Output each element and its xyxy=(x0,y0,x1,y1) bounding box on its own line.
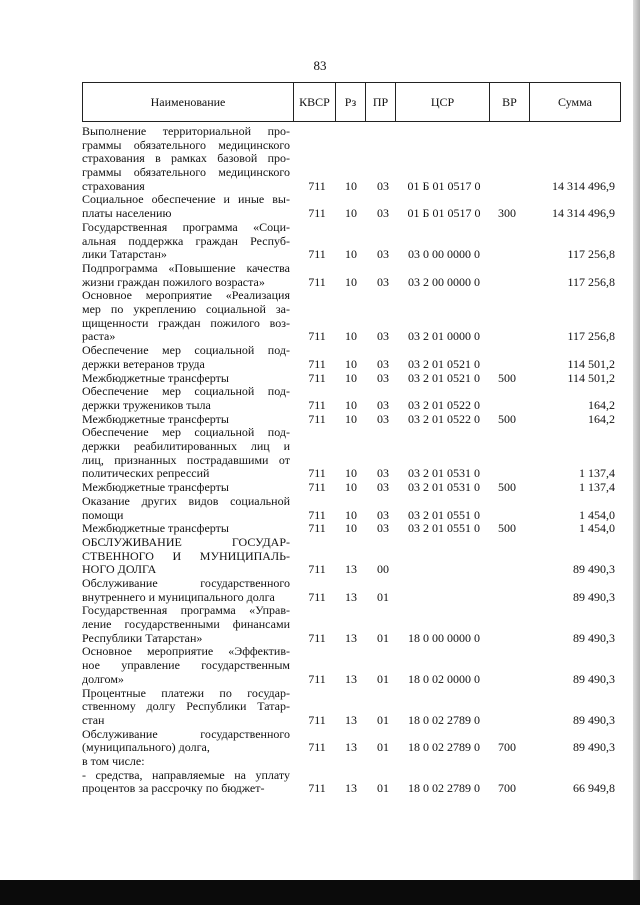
table-row xyxy=(82,344,621,371)
header-rz: Рз xyxy=(335,83,365,121)
row-name xyxy=(82,193,290,220)
row-name xyxy=(82,385,290,412)
row-kvsr: 711 xyxy=(308,562,326,577)
row-name xyxy=(82,262,290,289)
row-sum: 89 490,3 xyxy=(573,712,615,727)
row-kvsr: 711 xyxy=(308,712,326,727)
row-pr: 03 xyxy=(377,178,389,193)
table-row xyxy=(82,522,621,536)
row-pr: 03 xyxy=(377,521,389,536)
row-name-line: Выполнение территориальной про- xyxy=(82,123,290,138)
table-row xyxy=(82,426,621,481)
table-header xyxy=(82,82,621,122)
row-kvsr: 711 xyxy=(308,329,326,344)
header-kvsr: КВСР xyxy=(293,83,335,121)
row-rz: 13 xyxy=(345,671,357,686)
row-csr: 03 2 01 0531 0 xyxy=(408,480,480,495)
row-csr: 01 Б 01 0517 0 xyxy=(407,178,481,193)
row-kvsr: 711 xyxy=(308,781,326,796)
row-csr: 03 2 01 0521 0 xyxy=(408,356,480,371)
row-sum: 89 490,3 xyxy=(573,740,615,755)
row-rz: 13 xyxy=(345,712,357,727)
row-kvsr: 711 xyxy=(308,397,326,412)
scan-bottom-bar xyxy=(0,880,640,905)
table-row xyxy=(82,125,621,194)
row-vr: 500 xyxy=(498,411,516,426)
row-rz: 13 xyxy=(345,589,357,604)
row-name-line: процентов за рассрочку по бюджет- xyxy=(82,781,265,796)
row-name-line: держки ветеранов труда xyxy=(82,356,205,371)
row-pr: 03 xyxy=(377,274,389,289)
row-name-line: СТВЕННОГО И МУНИЦИПАЛЬ- xyxy=(82,548,290,563)
row-sum: 164,2 xyxy=(588,411,615,426)
row-pr: 03 xyxy=(377,370,389,385)
row-csr: 03 2 01 0551 0 xyxy=(408,507,480,522)
row-name xyxy=(82,289,290,344)
header-name: Наименование xyxy=(150,95,226,109)
row-pr: 03 xyxy=(377,411,389,426)
row-pr: 01 xyxy=(377,630,389,645)
table-row xyxy=(82,481,621,495)
row-vr: 500 xyxy=(498,370,516,385)
row-name-line: альная поддержка граждан Респуб- xyxy=(82,233,290,248)
row-kvsr: 711 xyxy=(308,589,326,604)
row-name-line: Обеспечение мер социальной под- xyxy=(82,384,290,399)
row-csr: 18 0 00 0000 0 xyxy=(408,630,480,645)
row-pr: 03 xyxy=(377,507,389,522)
row-name xyxy=(82,577,290,604)
row-sum: 89 490,3 xyxy=(573,562,615,577)
row-rz: 10 xyxy=(345,247,357,262)
row-sum: 89 490,3 xyxy=(573,671,615,686)
row-name-line: ление государственными финансами xyxy=(82,617,290,632)
row-csr: 18 0 02 0000 0 xyxy=(408,671,480,686)
row-name-line: граммы обязательного медицинского xyxy=(82,137,290,152)
table-row xyxy=(82,221,621,262)
row-kvsr: 711 xyxy=(308,370,326,385)
row-vr: 300 xyxy=(498,206,516,221)
row-name-line: Основное мероприятие «Эффектив- xyxy=(82,644,290,659)
header-sum: Сумма xyxy=(529,83,620,121)
row-csr: 03 2 01 0531 0 xyxy=(408,466,480,481)
row-name-line: Обслуживание государственного xyxy=(82,726,290,741)
row-name-line: лики Татарстан» xyxy=(82,247,167,262)
row-name xyxy=(82,536,290,577)
table-row xyxy=(82,728,621,755)
row-name xyxy=(82,221,290,262)
row-kvsr: 711 xyxy=(308,356,326,371)
row-vr: 700 xyxy=(498,781,516,796)
row-rz: 10 xyxy=(345,521,357,536)
row-rz: 10 xyxy=(345,397,357,412)
row-sum: 114 501,2 xyxy=(567,356,615,371)
row-sum: 1 454,0 xyxy=(579,521,615,536)
row-name-line: лиц, признанных пострадавшими от xyxy=(82,452,290,467)
row-csr: 03 0 00 0000 0 xyxy=(408,247,480,262)
row-kvsr: 711 xyxy=(308,740,326,755)
row-csr: 03 2 01 0551 0 xyxy=(408,521,480,536)
row-pr: 00 xyxy=(377,562,389,577)
table-row xyxy=(82,413,621,427)
row-name-line: держки тружеников тыла xyxy=(82,397,211,412)
row-sum: 1 137,4 xyxy=(579,480,615,495)
row-name-line: Обеспечение мер социальной под- xyxy=(82,343,290,358)
row-pr: 01 xyxy=(377,671,389,686)
table-row xyxy=(82,577,621,604)
row-sum: 1 137,4 xyxy=(579,466,615,481)
row-sum: 89 490,3 xyxy=(573,589,615,604)
row-kvsr: 711 xyxy=(308,178,326,193)
table-row xyxy=(82,289,621,344)
header-pr: ПР xyxy=(365,83,395,121)
row-name xyxy=(82,687,290,728)
row-rz: 10 xyxy=(345,411,357,426)
header-vr: ВР xyxy=(489,83,529,121)
row-kvsr: 711 xyxy=(308,206,326,221)
row-name xyxy=(82,481,290,495)
row-kvsr: 711 xyxy=(308,480,326,495)
row-name-line: Межбюджетные трансферты xyxy=(82,411,229,426)
row-sum: 114 501,2 xyxy=(567,370,615,385)
row-name-line: Республики Татарстан» xyxy=(82,630,203,645)
row-kvsr: 711 xyxy=(308,411,326,426)
row-kvsr: 711 xyxy=(308,630,326,645)
row-pr: 01 xyxy=(377,781,389,796)
row-name-line: НОГО ДОЛГА xyxy=(82,562,157,577)
row-csr: 18 0 02 2789 0 xyxy=(408,781,480,796)
row-rz: 10 xyxy=(345,370,357,385)
table-body xyxy=(82,125,621,796)
row-name xyxy=(82,645,290,686)
row-name-line: Оказание других видов социальной xyxy=(82,493,290,508)
row-name-line: ственному долгу Республики Татар- xyxy=(82,699,290,714)
row-name xyxy=(82,604,290,645)
row-rz: 10 xyxy=(345,356,357,371)
row-rz: 13 xyxy=(345,740,357,755)
row-name-line: щищенности граждан пожилого воз- xyxy=(82,315,290,330)
row-name xyxy=(82,426,290,481)
row-name-line: внутреннего и муниципального долга xyxy=(82,589,275,604)
row-pr: 03 xyxy=(377,466,389,481)
row-name-line: стан xyxy=(82,712,105,727)
row-name-line: Межбюджетные трансферты xyxy=(82,521,229,536)
row-pr: 03 xyxy=(377,329,389,344)
row-pr: 03 xyxy=(377,247,389,262)
row-name-line: ное управление государственным xyxy=(82,658,290,673)
row-name-line: Процентные платежи по государ- xyxy=(82,685,290,700)
row-name xyxy=(82,372,290,386)
row-sum: 117 256,8 xyxy=(567,329,615,344)
table-row xyxy=(82,385,621,412)
row-name-line: раста» xyxy=(82,329,116,344)
row-rz: 13 xyxy=(345,562,357,577)
row-pr: 01 xyxy=(377,589,389,604)
table-row xyxy=(82,604,621,645)
row-name xyxy=(82,495,290,522)
row-name xyxy=(82,413,290,427)
table-row xyxy=(82,755,621,769)
row-sum: 66 949,8 xyxy=(573,781,615,796)
row-sum: 117 256,8 xyxy=(567,247,615,262)
row-rz: 13 xyxy=(345,630,357,645)
row-csr: 03 2 00 0000 0 xyxy=(408,274,480,289)
row-name-line: в том числе: xyxy=(82,754,145,769)
row-kvsr: 711 xyxy=(308,671,326,686)
row-pr: 03 xyxy=(377,397,389,412)
row-sum: 14 314 496,9 xyxy=(552,178,615,193)
row-name-line: помощи xyxy=(82,507,124,522)
row-rz: 10 xyxy=(345,466,357,481)
row-kvsr: 711 xyxy=(308,274,326,289)
row-sum: 14 314 496,9 xyxy=(552,206,615,221)
table-row xyxy=(82,645,621,686)
row-rz: 10 xyxy=(345,507,357,522)
row-name-line: граммы обязательного медицинского xyxy=(82,165,290,180)
row-name-line: платы населению xyxy=(82,206,172,221)
row-sum: 89 490,3 xyxy=(573,630,615,645)
row-rz: 10 xyxy=(345,178,357,193)
row-csr: 01 Б 01 0517 0 xyxy=(407,206,481,221)
row-name-line: страхования xyxy=(82,178,145,193)
row-name-line: Обслуживание государственного xyxy=(82,575,290,590)
row-pr: 01 xyxy=(377,740,389,755)
row-vr: 700 xyxy=(498,740,516,755)
row-name-line: страхования в рамках базовой про- xyxy=(82,151,290,166)
row-name-line: - средства, направляемые на уплату xyxy=(82,767,290,782)
row-name-line: Обеспечение мер социальной под- xyxy=(82,425,290,440)
row-name xyxy=(82,125,290,194)
table-row xyxy=(82,536,621,577)
row-name-line: жизни граждан пожилого возраста» xyxy=(82,274,265,289)
row-rz: 10 xyxy=(345,480,357,495)
row-pr: 03 xyxy=(377,206,389,221)
row-name-line: Государственная программа «Соци- xyxy=(82,219,290,234)
row-rz: 10 xyxy=(345,206,357,221)
row-csr: 03 2 01 0000 0 xyxy=(408,329,480,344)
row-kvsr: 711 xyxy=(308,247,326,262)
row-sum: 1 454,0 xyxy=(579,507,615,522)
table-row xyxy=(82,769,621,796)
row-csr: 18 0 02 2789 0 xyxy=(408,740,480,755)
row-sum: 164,2 xyxy=(588,397,615,412)
row-csr: 03 2 01 0522 0 xyxy=(408,411,480,426)
row-rz: 10 xyxy=(345,329,357,344)
row-name xyxy=(82,728,290,755)
row-kvsr: 711 xyxy=(308,466,326,481)
row-name-line: Межбюджетные трансферты xyxy=(82,370,229,385)
scan-edge xyxy=(633,0,640,880)
row-kvsr: 711 xyxy=(308,507,326,522)
row-pr: 03 xyxy=(377,356,389,371)
row-name-line: долгом» xyxy=(82,671,124,686)
row-rz: 10 xyxy=(345,274,357,289)
table-row xyxy=(82,262,621,289)
row-name-line: держки реабилитированных лиц и xyxy=(82,439,290,454)
row-csr: 03 2 01 0521 0 xyxy=(408,370,480,385)
row-vr: 500 xyxy=(498,480,516,495)
row-name-line: Подпрограмма «Повышение качества xyxy=(82,260,290,275)
row-vr: 500 xyxy=(498,521,516,536)
row-name xyxy=(82,769,290,796)
row-sum: 117 256,8 xyxy=(567,274,615,289)
row-name xyxy=(82,344,290,371)
table-row xyxy=(82,687,621,728)
row-pr: 03 xyxy=(377,480,389,495)
row-csr: 03 2 01 0522 0 xyxy=(408,397,480,412)
row-name xyxy=(82,755,290,769)
row-name-line: Государственная программа «Управ- xyxy=(82,603,290,618)
row-name-line: (муниципального) долга, xyxy=(82,740,210,755)
row-name-line: Социальное обеспечение и иные вы- xyxy=(82,192,290,207)
row-name-line: политических репрессий xyxy=(82,466,210,481)
table-row xyxy=(82,495,621,522)
row-pr: 01 xyxy=(377,712,389,727)
row-name xyxy=(82,522,290,536)
page-number: 83 xyxy=(313,58,327,73)
row-csr: 18 0 02 2789 0 xyxy=(408,712,480,727)
row-name-line: ОБСЛУЖИВАНИЕ ГОСУДАР- xyxy=(82,534,290,549)
row-name-line: Межбюджетные трансферты xyxy=(82,480,229,495)
table-row xyxy=(82,372,621,386)
header-csr: ЦСР xyxy=(395,83,489,121)
row-rz: 13 xyxy=(345,781,357,796)
row-name-line: мер по укреплению социальной за- xyxy=(82,302,290,317)
row-kvsr: 711 xyxy=(308,521,326,536)
row-name-line: Основное мероприятие «Реализация xyxy=(82,288,290,303)
table-row xyxy=(82,194,621,221)
